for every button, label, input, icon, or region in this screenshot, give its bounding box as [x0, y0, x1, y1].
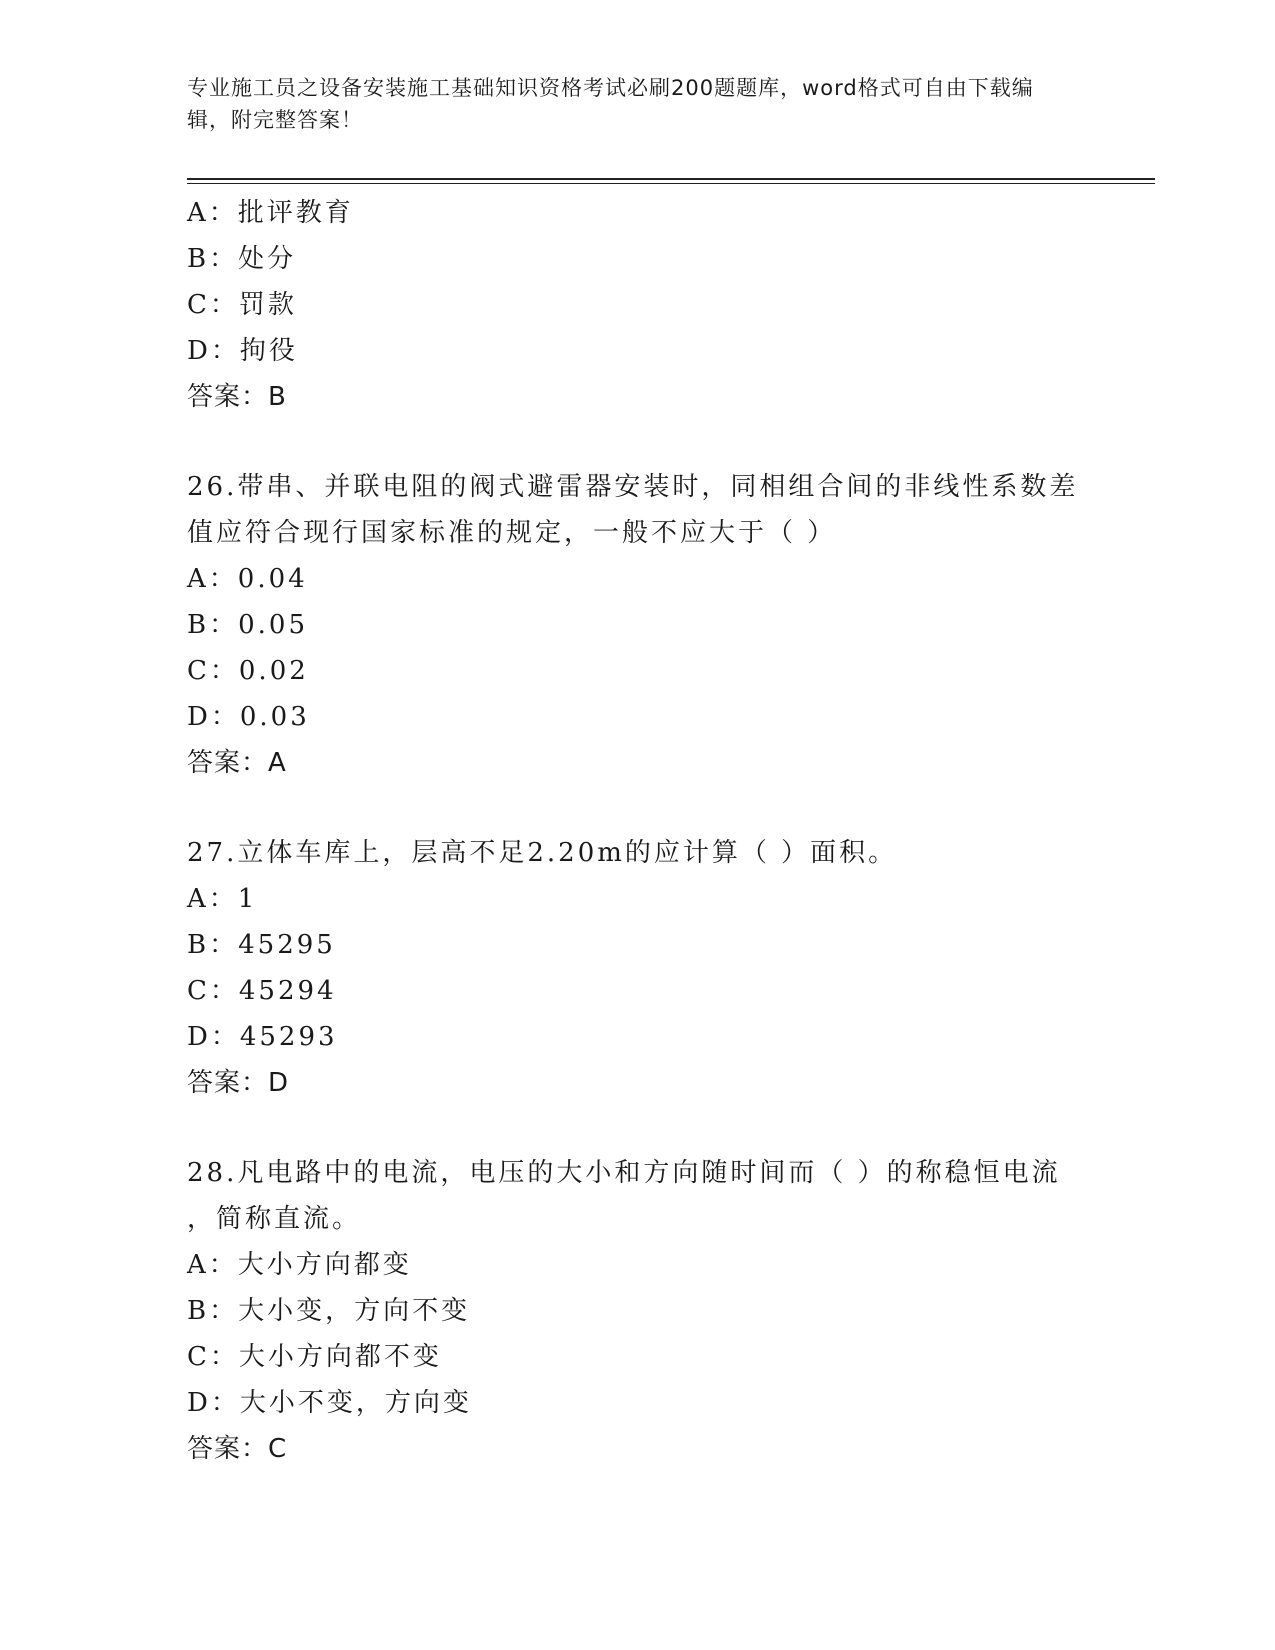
option-c: C：45294: [187, 976, 337, 1006]
option-b: B：45295: [187, 930, 336, 960]
answer: 答案：A: [187, 748, 287, 778]
question-text-line1: 28.凡电路中的电流，电压的大小和方向随时间而（ ）的称稳恒电流: [187, 1158, 1061, 1188]
question-25-continued: [187, 190, 1087, 420]
option-b: B：处分: [187, 244, 297, 274]
option-d: D：大小不变，方向变: [187, 1388, 472, 1418]
question-list: [187, 190, 1087, 1472]
option-a: A：0.04: [187, 564, 308, 594]
answer: 答案：B: [187, 382, 287, 412]
option-b: B：0.05: [187, 610, 308, 640]
option-a: A：1: [187, 884, 258, 914]
option-d: D：拘役: [187, 336, 298, 366]
question-27: [187, 830, 1087, 1106]
option-c: C：罚款: [187, 290, 297, 320]
header-divider-thick: [187, 178, 1155, 180]
header-divider-thin: [187, 183, 1155, 184]
option-a: A：批评教育: [187, 198, 354, 228]
answer: 答案：D: [187, 1068, 290, 1098]
option-c: C：0.02: [187, 656, 309, 686]
option-d: D：0.03: [187, 702, 310, 732]
question-26: [187, 464, 1087, 786]
question-text-line1: 27.立体车库上，层高不足2.20m的应计算（ ）面积。: [187, 838, 898, 868]
question-text-line2: 值应符合现行国家标准的规定，一般不应大于（ ）: [187, 518, 837, 548]
document-header: 专业施工员之设备安装施工基础知识资格考试必刷200题题库，word格式可自由下载编辑，附完整答案！: [187, 76, 1034, 132]
option-a: A：大小方向都变: [187, 1250, 412, 1280]
option-b: B：大小变，方向不变: [187, 1296, 471, 1326]
option-d: D：45293: [187, 1022, 338, 1052]
question-28: [187, 1150, 1087, 1472]
answer: 答案：C: [187, 1434, 288, 1464]
question-text-line1: 26.带串、并联电阻的阀式避雷器安装时，同相组合间的非线性系数差: [187, 472, 1079, 502]
question-text-line2: ，简称直流。: [187, 1204, 362, 1234]
option-c: C：大小方向都不变: [187, 1342, 442, 1372]
